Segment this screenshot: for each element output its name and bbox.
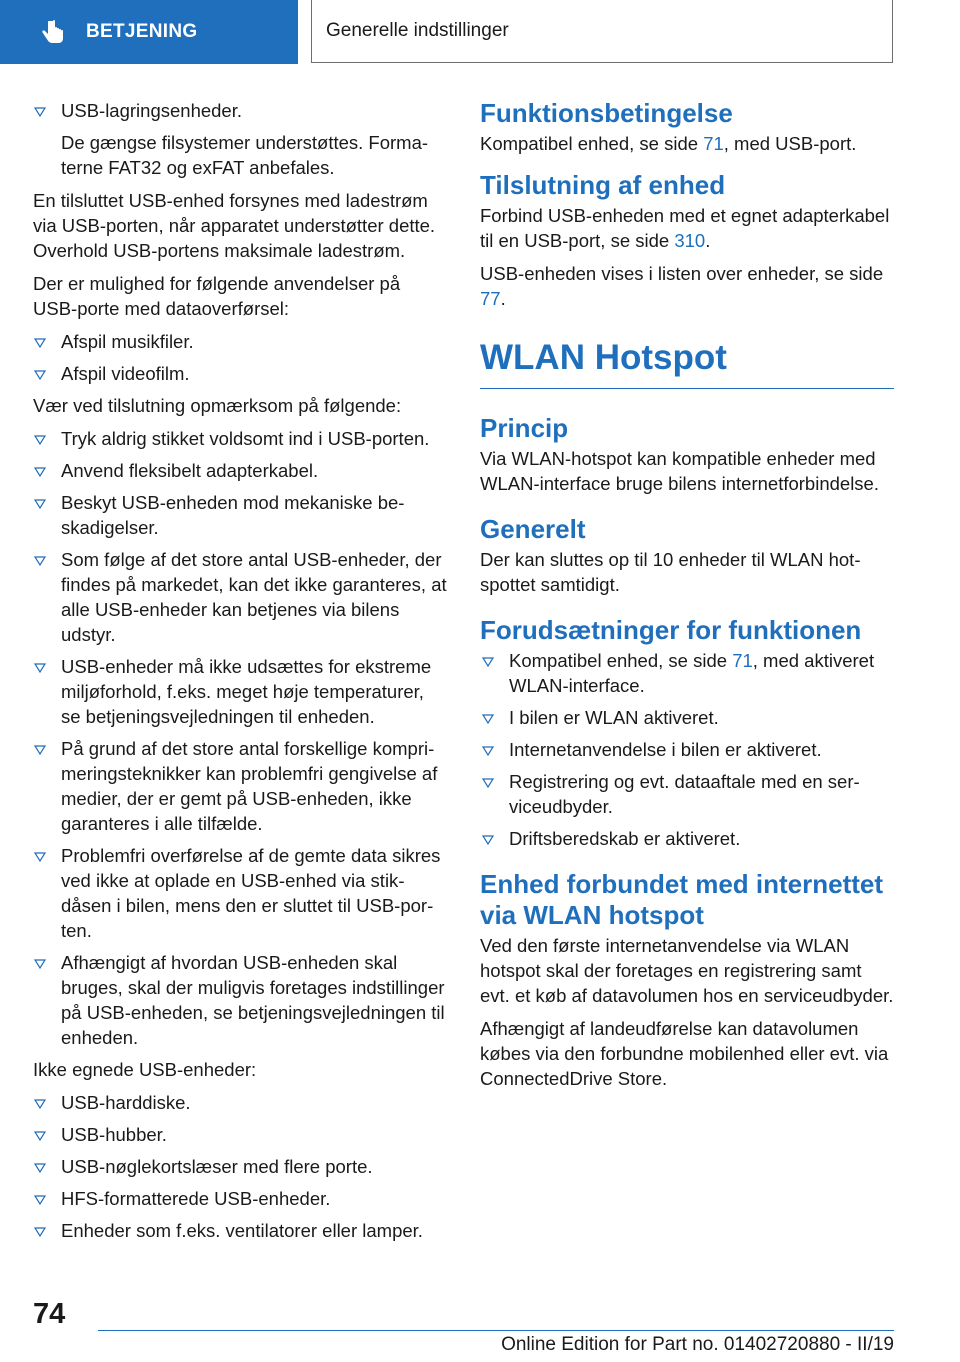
page-link[interactable]: 310 <box>674 230 706 251</box>
right-column <box>480 98 894 1099</box>
chapter-tab <box>0 0 298 64</box>
page-link[interactable]: 71 <box>703 133 724 154</box>
list-item: Internetanvendelse i bilen er aktiveret. <box>480 737 894 762</box>
bullet-triangle-icon <box>34 745 46 755</box>
paragraph: Afhængigt af landeudførelse kan datavolumen købes via den forbundne mobilenhed eller evt. via ConnectedDrive Store. <box>480 1018 889 1089</box>
list-item: Kompatibel enhed, se side 71, med aktiveret WLAN-interface. <box>480 648 894 698</box>
paragraph: Via WLAN-hotspot kan kompatible enheder med WLAN-interface bruge bilens internetforbindelse. <box>480 448 879 494</box>
list-item: I bilen er WLAN aktiveret. <box>480 705 894 730</box>
list-item: Problemfri overførelse af de gemte data sikres ved ikke at oplade en USB-enhed via stikdåsen i bilen, mens den er sluttet til USB-porten. <box>0 843 448 943</box>
list-item: HFS-formatterede USB-enheder. <box>0 1186 448 1211</box>
section-title: Generelle indstillinger <box>311 0 893 63</box>
chapter-title: BETJENING <box>86 21 198 42</box>
bullet-triangle-icon <box>34 338 46 348</box>
bullet-triangle-icon <box>482 657 494 667</box>
footer-divider <box>98 1330 894 1331</box>
bullet-triangle-icon <box>34 370 46 380</box>
list-item: Enheder som f.eks. ventilatorer eller lamper. <box>0 1218 448 1243</box>
paragraph: Vær ved tilslutning opmærksom på følgende: <box>33 395 402 416</box>
heading-tilslutning: Tilslutning af enhed <box>480 170 726 200</box>
bullet-triangle-icon <box>34 852 46 862</box>
bullet-triangle-icon <box>482 714 494 724</box>
bullet-triangle-icon <box>34 556 46 566</box>
paragraph: Ved den første internetanvendelse via WLAN hotspot skal der foretages en registrering samt evt. et køb af datavolumen hos en serviceudbyder. <box>480 935 894 1006</box>
paragraph: Der er mulighed for følgende anvendelser på USB-porte med dataoverførsel: <box>33 273 401 319</box>
paragraph: Der kan sluttes op til 10 enheder til WLAN hotspottet samtidigt. <box>480 549 861 595</box>
list-item: Driftsberedskab er aktiveret. <box>480 826 894 851</box>
bullet-triangle-icon <box>34 499 46 509</box>
page-number: 74 <box>33 1298 66 1330</box>
paragraph: Kompatibel enhed, se side 71, med USB-port. <box>480 133 857 154</box>
bullet-triangle-icon <box>34 107 46 117</box>
hand-pointer-icon <box>40 19 66 45</box>
paragraph: En tilsluttet USB-enhed forsynes med ladestrøm via USB-porten, når apparatet understøtter dette. Overhold USB-portens maksimale ladestrøm. <box>33 190 436 261</box>
heading-princip: Princip <box>480 413 569 443</box>
bullet-triangle-icon <box>34 1163 46 1173</box>
bullet-triangle-icon <box>482 778 494 788</box>
left-column <box>0 98 448 1250</box>
paragraph: USB-enheden vises i listen over enheder, se side 77. <box>480 263 884 309</box>
heading-enhed-forbundet: Enhed forbundet med internettet via WLAN hotspot <box>480 869 883 930</box>
heading-generelt: Generelt <box>480 514 586 544</box>
list-item: Tryk aldrig stikket voldsomt ind i USB-porten. <box>0 426 448 451</box>
bullet-triangle-icon <box>34 1195 46 1205</box>
bullet-triangle-icon <box>482 835 494 845</box>
list-item: Afspil videofilm. <box>0 361 448 386</box>
bullet-triangle-icon <box>482 746 494 756</box>
bullet-triangle-icon <box>34 959 46 969</box>
list-item: USB-lagringsenheder. <box>0 98 448 123</box>
heading-funktionsbetingelse: Funktionsbetingelse <box>480 98 733 128</box>
footer-edition: Online Edition for Part no. 01402720880 - II/19 <box>501 1334 894 1355</box>
list-item: USB-hubber. <box>0 1122 448 1147</box>
list-item: Beskyt USB-enheden mod mekaniske beskadigelser. <box>0 490 448 540</box>
page-link[interactable]: 77 <box>480 288 501 309</box>
list-item: Afhængigt af hvordan USB-enheden skal bruges, skal der muligvis foretages indstillinger på USB-enheden, se betjeningsvejledningen til enheden. <box>0 950 448 1050</box>
list-item: USB-harddiske. <box>0 1090 448 1115</box>
list-item: USB-nøglekortslæser med flere porte. <box>0 1154 448 1179</box>
paragraph: Forbind USB-enheden med et egnet adapterkabel til en USB-port, se side 310. <box>480 205 890 251</box>
bullet-triangle-icon <box>34 435 46 445</box>
heading-wlan-hotspot: WLAN Hotspot <box>480 337 894 389</box>
bullet-triangle-icon <box>34 1131 46 1141</box>
bullet-triangle-icon <box>34 467 46 477</box>
list-item: Som følge af det store antal USB-enheder, der findes på markedet, kan det ikke garanteres, at alle USB-enheder kan betjenes via bilens udstyr. <box>0 547 448 647</box>
list-item: Afspil musikfiler. <box>0 329 448 354</box>
bullet-triangle-icon <box>34 1099 46 1109</box>
list-item: På grund af det store antal forskellige komprimeringsteknikker kan problemfri gengivelse af medier, der er gemt på USB-enheden, ikke garanteres i alle tilfælde. <box>0 736 448 836</box>
list-item: Anvend fleksibelt adapterkabel. <box>0 458 448 483</box>
page-link[interactable]: 71 <box>732 650 753 671</box>
list-item: Registrering og evt. dataaftale med en serviceudbyder. <box>480 769 894 819</box>
bullet-triangle-icon <box>34 663 46 673</box>
list-item-detail: De gængse filsystemer understøttes. Formaterne FAT32 og exFAT anbefales. <box>61 132 429 178</box>
heading-forudsaetninger: Forudsætninger for funktionen <box>480 615 862 645</box>
bullet-triangle-icon <box>34 1227 46 1237</box>
list-item: USB-enheder må ikke udsættes for ekstreme miljøforhold, f.eks. meget høje temperaturer, se betjeningsvejledningen til enheden. <box>0 654 448 729</box>
paragraph: Ikke egnede USB-enheder: <box>33 1059 257 1080</box>
